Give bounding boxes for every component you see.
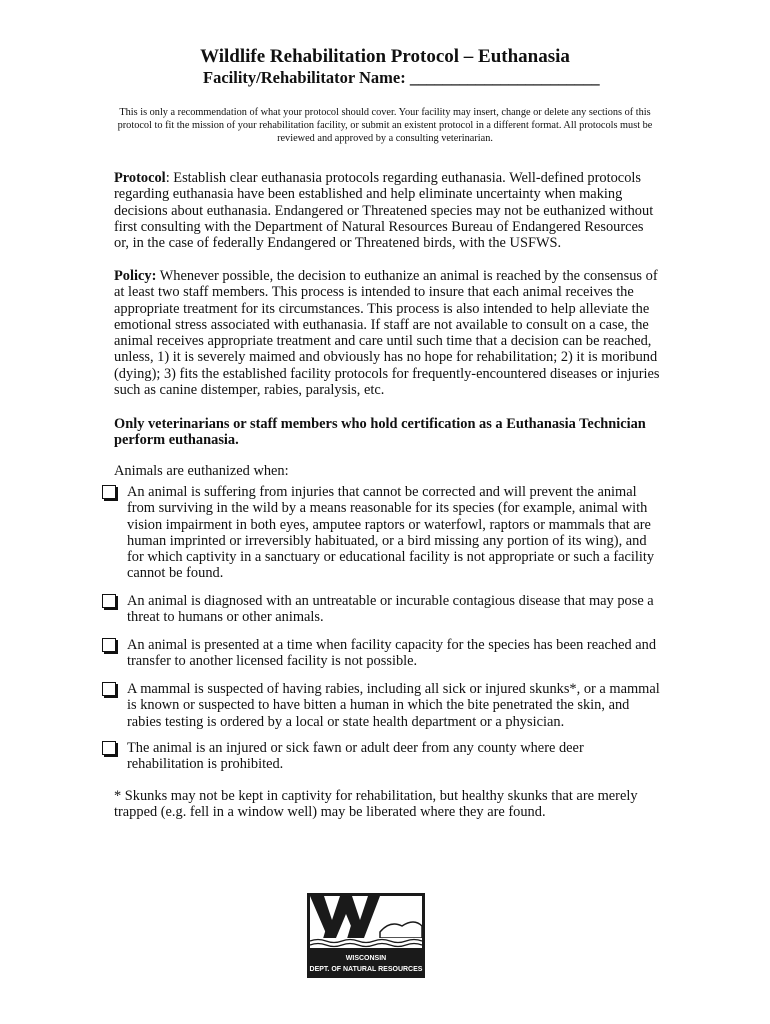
checkbox-icon[interactable] <box>102 638 116 652</box>
criteria-item <box>102 681 662 730</box>
logo-line1: WISCONSIN <box>345 955 387 962</box>
protocol-paragraph <box>114 170 662 251</box>
checkbox-icon[interactable] <box>102 485 116 499</box>
criteria-text: An animal is suffering from injuries that cannot be corrected and will prevent the animal from surviving in the wild by a means reasonable for its species (for example, animal with vision impairment in both eyes, amputee raptors or waterfowl, raptors or mammals that are human imprinted or irreversibly habituated, or a bird missing any portion of its wing), and for which captivity in a sanctuary or educational facility is not appropriate or such a facility cannot be found. <box>127 484 655 582</box>
criteria-text: The animal is an injured or sick fawn or adult deer from any county where deer rehabilitation is prohibited. <box>127 740 584 773</box>
policy-paragraph <box>114 268 662 398</box>
document-title: Wildlife Rehabilitation Protocol – Euthanasia <box>200 46 570 67</box>
certification-statement: Only veterinarians or staff members who hold certification as a Euthanasia Technician perform euthanasia. <box>114 416 646 449</box>
protocol-text: : Establish clear euthanasia protocols regarding euthanasia. Well-defined protocols regarding euthanasia have been established and help eliminate uncertainty when making decisions about euthanasia. Endangered or Threatened species may not be euthanized without first consulting with the Department of Natural Resources Bureau of Endangered Resources or, in the case of federally Endangered or Threatened birds, with the USFWS. <box>114 170 654 252</box>
policy-text: Whenever possible, the decision to euthanize an animal is reached by the consensus of at least two staff members. This process is intended to insure that each animal receives the appropriate treatment for its circumstances. This process is also intended to help alleviate the emotional stress associated with euthanasia. If staff are not available to consult on a case, the animal receives appropriate treatment and care until such time that a decision can be reached, unless, 1) it is severely maimed and obviously has no hope for rehabilitation; 2) it is moribund (dying); 3) fits the established facility protocols for frequently-encountered diseases or injuries such as canine distemper, rabies, paralysis, etc. <box>114 268 660 399</box>
checkbox-icon[interactable] <box>102 682 116 696</box>
facility-name-field: Facility/Rehabilitator Name: _______________________ <box>203 68 600 87</box>
criteria-text: An animal is presented at a time when facility capacity for the species has been reached and transfer to another licensed facility is not possible. <box>127 637 657 670</box>
criteria-text: A mammal is suspected of having rabies, including all sick or injured skunks*, or a mammal is known or suspected to have bitten a human in which the bite penetrated the skin, and rabies testing is ordered by a local or state health department or a physician. <box>127 681 660 730</box>
criteria-item <box>102 484 662 582</box>
criteria-item <box>102 740 662 773</box>
protocol-label: Protocol <box>114 170 166 186</box>
criteria-intro: Animals are euthanized when: <box>114 463 289 479</box>
criteria-item <box>102 637 662 670</box>
logo-line2: DEPT. OF NATURAL RESOURCES <box>309 966 423 973</box>
criteria-text: An animal is diagnosed with an untreatable or incurable contagious disease that may pose a threat to humans or other animals. <box>127 593 654 626</box>
wisconsin-dnr-logo-icon <box>306 892 426 979</box>
skunk-footnote: * Skunks may not be kept in captivity for rehabilitation, but healthy skunks that are merely trapped (e.g. fell in a window well) may be liberated where they are found. <box>114 788 638 821</box>
policy-label: Policy: <box>114 268 157 284</box>
checkbox-icon[interactable] <box>102 741 116 755</box>
recommendation-note: This is only a recommendation of what your protocol should cover. Your facility may insert, change or delete any sections of this protocol to fit the mission of your rehabilitation facility, or submit an existent protocol in a different format. All protocols must be reviewed and approved by a consulting veterinarian. <box>117 107 653 144</box>
checkbox-icon[interactable] <box>102 594 116 608</box>
criteria-item <box>102 593 662 626</box>
